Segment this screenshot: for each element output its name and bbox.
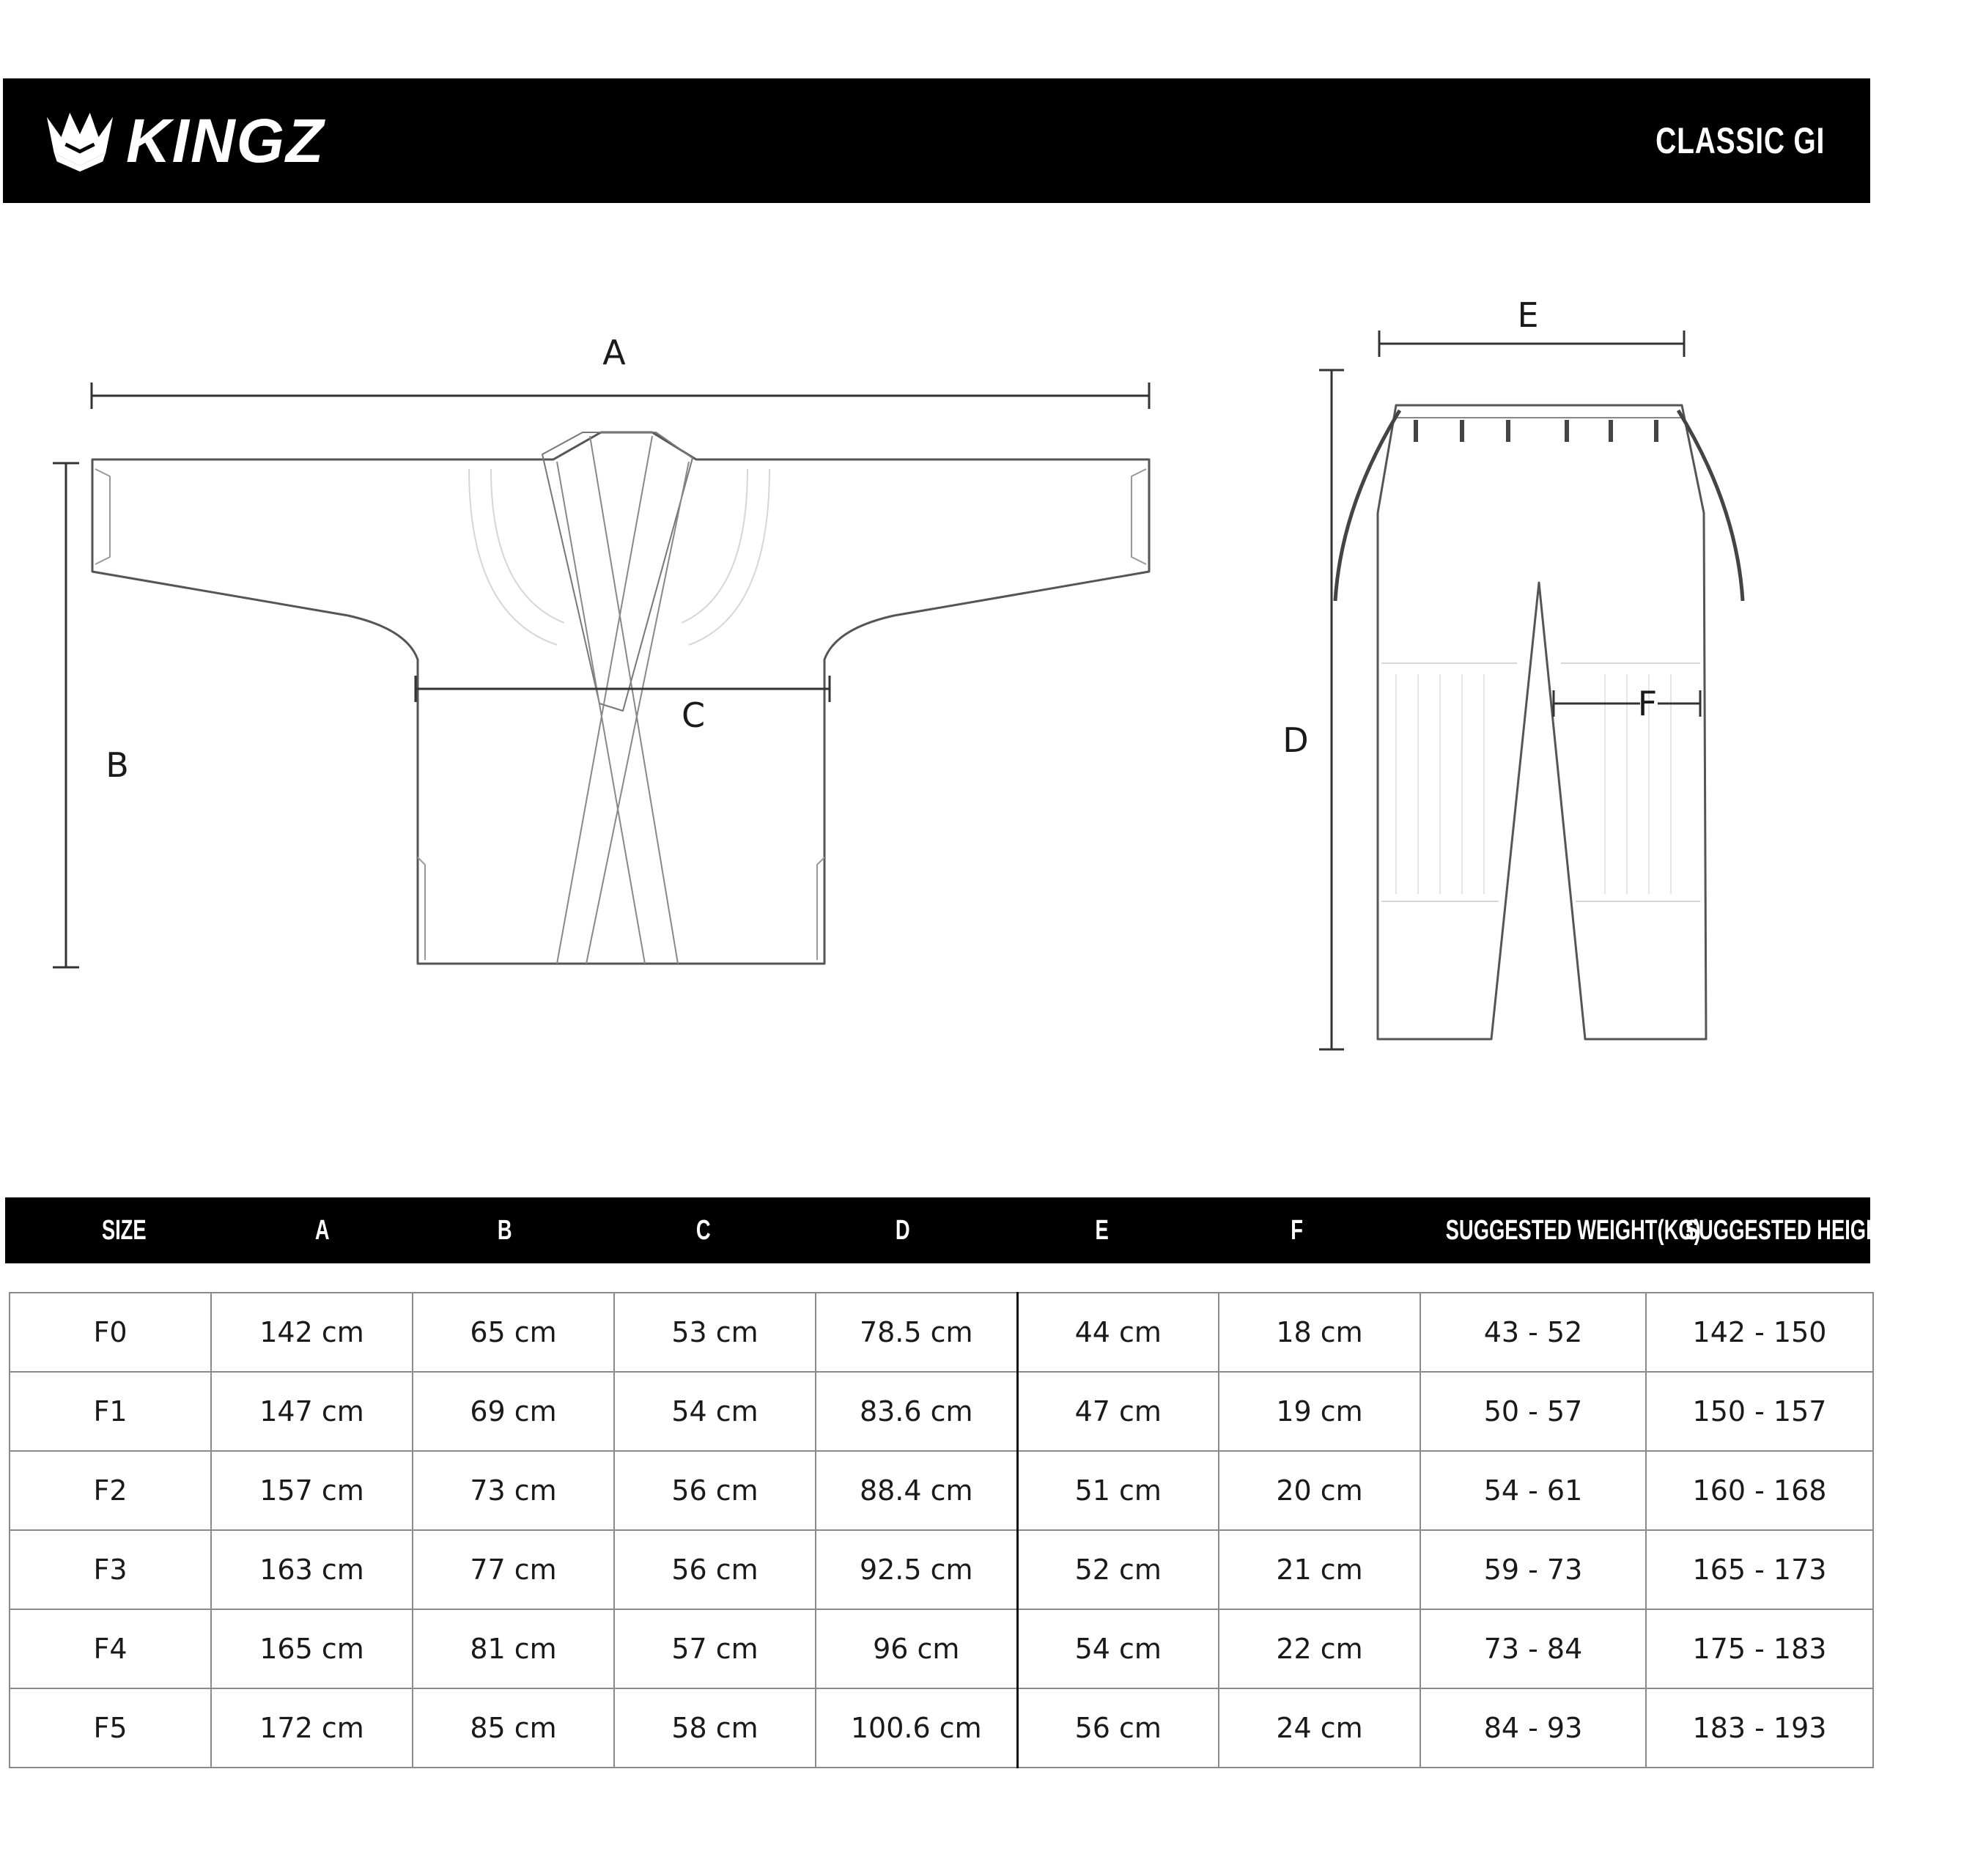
dimension-lines	[53, 330, 1700, 1049]
cell-b: 81 cm	[413, 1609, 614, 1688]
cell-f: 24 cm	[1219, 1688, 1420, 1768]
column-header-e: E	[1095, 1215, 1110, 1246]
cell-size: F3	[10, 1530, 211, 1609]
column-header-suggested-weight: SUGGESTED WEIGHT(KG)	[1445, 1215, 1701, 1246]
cell-d: 78.5 cm	[816, 1293, 1017, 1372]
cell-height: 142 - 150	[1646, 1293, 1873, 1372]
column-header-suggested-height: SUGGESTED HEIGHT(CM)	[1685, 1215, 1938, 1246]
cell-d: 83.6 cm	[816, 1372, 1017, 1451]
cell-b: 65 cm	[413, 1293, 614, 1372]
cell-c: 57 cm	[614, 1609, 816, 1688]
cell-c: 58 cm	[614, 1688, 816, 1768]
column-header-f: F	[1291, 1215, 1304, 1246]
cell-height: 175 - 183	[1646, 1609, 1873, 1688]
table-row	[10, 1609, 1873, 1688]
cell-height: 165 - 173	[1646, 1530, 1873, 1609]
cell-size: F5	[10, 1688, 211, 1768]
column-header-a: A	[315, 1215, 330, 1246]
label-e: E	[1517, 295, 1539, 335]
brand-name: KINGZ	[126, 106, 325, 175]
cell-f: 18 cm	[1219, 1293, 1420, 1372]
size-table	[9, 1292, 1874, 1768]
cell-c: 56 cm	[614, 1451, 816, 1530]
cell-e: 51 cm	[1017, 1451, 1219, 1530]
cell-f: 21 cm	[1219, 1530, 1420, 1609]
cell-d: 88.4 cm	[816, 1451, 1017, 1530]
cell-b: 85 cm	[413, 1688, 614, 1768]
label-b: B	[106, 745, 129, 785]
cell-height: 150 - 157	[1646, 1372, 1873, 1451]
cell-c: 53 cm	[614, 1293, 816, 1372]
table-row	[10, 1293, 1873, 1372]
cell-f: 20 cm	[1219, 1451, 1420, 1530]
size-table-header	[5, 1197, 1938, 1263]
cell-b: 69 cm	[413, 1372, 614, 1451]
cell-size: F0	[10, 1293, 211, 1372]
cell-e: 56 cm	[1017, 1688, 1219, 1768]
cell-size: F1	[10, 1372, 211, 1451]
cell-b: 73 cm	[413, 1451, 614, 1530]
cell-e: 52 cm	[1017, 1530, 1219, 1609]
column-header-b: B	[498, 1215, 512, 1246]
cell-f: 19 cm	[1219, 1372, 1420, 1451]
cell-e: 44 cm	[1017, 1293, 1219, 1372]
cell-weight: 43 - 52	[1420, 1293, 1646, 1372]
cell-d: 96 cm	[816, 1609, 1017, 1688]
cell-e: 47 cm	[1017, 1372, 1219, 1451]
cell-a: 165 cm	[211, 1609, 413, 1688]
cell-weight: 73 - 84	[1420, 1609, 1646, 1688]
product-name: CLASSIC GI	[1655, 120, 1825, 161]
cell-d: 100.6 cm	[816, 1688, 1017, 1768]
cell-c: 56 cm	[614, 1530, 816, 1609]
column-header-d: D	[896, 1215, 910, 1246]
cell-weight: 84 - 93	[1420, 1688, 1646, 1768]
cell-a: 172 cm	[211, 1688, 413, 1768]
cell-e: 54 cm	[1017, 1609, 1219, 1688]
table-row	[10, 1372, 1873, 1451]
cell-height: 160 - 168	[1646, 1451, 1873, 1530]
cell-a: 142 cm	[211, 1293, 413, 1372]
label-f: F	[1637, 684, 1658, 723]
gi-jacket-drawing	[92, 432, 1149, 964]
label-d: D	[1282, 720, 1309, 760]
cell-a: 163 cm	[211, 1530, 413, 1609]
column-header-size: SIZE	[101, 1215, 147, 1246]
cell-size: F2	[10, 1451, 211, 1530]
cell-c: 54 cm	[614, 1372, 816, 1451]
cell-b: 77 cm	[413, 1530, 614, 1609]
cell-height: 183 - 193	[1646, 1688, 1873, 1768]
label-c: C	[681, 695, 706, 735]
cell-d: 92.5 cm	[816, 1530, 1017, 1609]
cell-weight: 59 - 73	[1420, 1530, 1646, 1609]
column-header-c: C	[696, 1215, 711, 1246]
cell-size: F4	[10, 1609, 211, 1688]
cell-weight: 54 - 61	[1420, 1451, 1646, 1530]
cell-f: 22 cm	[1219, 1609, 1420, 1688]
table-row	[10, 1451, 1873, 1530]
table-row	[10, 1688, 1873, 1768]
table-row	[10, 1530, 1873, 1609]
gi-pants-drawing	[1335, 405, 1743, 1039]
cell-a: 147 cm	[211, 1372, 413, 1451]
cell-a: 157 cm	[211, 1451, 413, 1530]
cell-weight: 50 - 57	[1420, 1372, 1646, 1451]
label-a: A	[602, 333, 626, 372]
